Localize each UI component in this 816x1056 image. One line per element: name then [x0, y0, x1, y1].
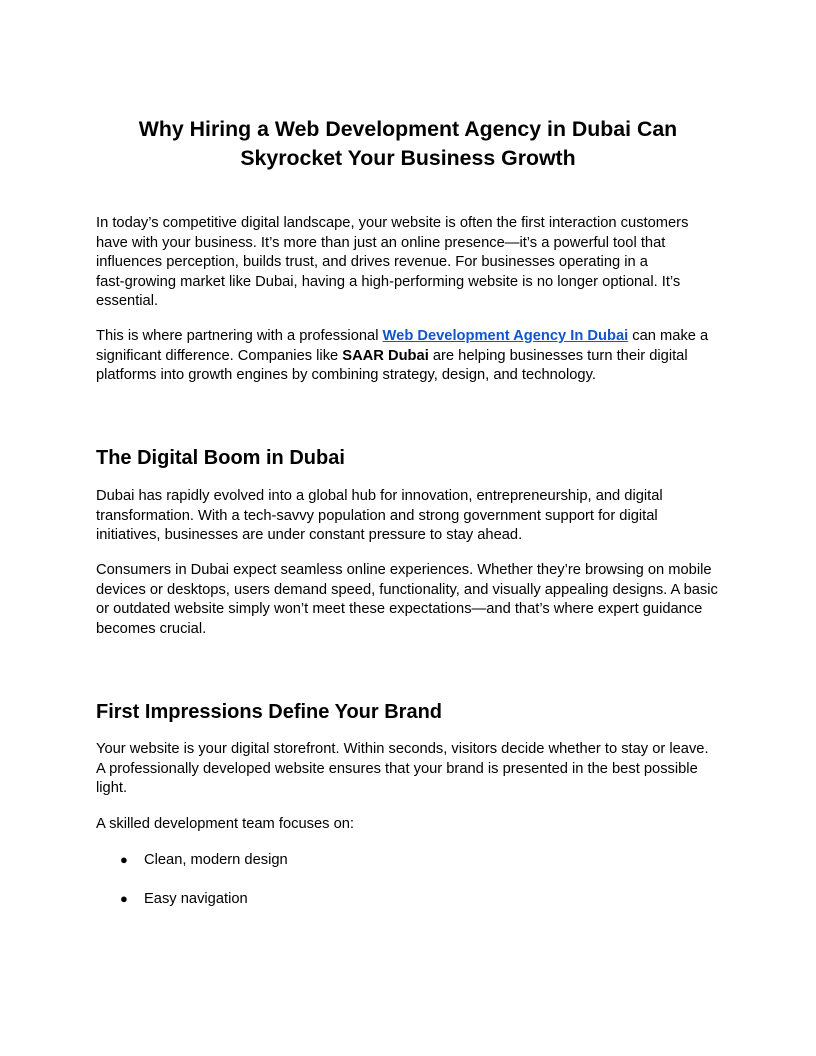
digital-boom-p1-line-1: Dubai has rapidly evolved into a global hub for innovation, entrepreneurship, and digital [96, 488, 663, 504]
digital-boom-p2-line-2: devices or desktops, users demand speed, functionality, and visually appealing designs. A basic [96, 581, 718, 598]
digital-boom-paragraph-1 [96, 487, 720, 546]
list-item [120, 850, 720, 871]
first-impressions-p1-line-2: A professionally developed website ensures that your brand is presented in the best possible [96, 760, 698, 777]
title-line-1: Why Hiring a Web Development Agency in Dubai Can [138, 117, 678, 141]
first-impressions-paragraph-1 [96, 740, 720, 799]
digital-boom-paragraph-2 [96, 561, 720, 639]
intro-p1-line-5: essential. [96, 293, 159, 309]
first-impressions-p1-line-3: light. [96, 780, 128, 796]
section-heading-digital-boom: The Digital Boom in Dubai [96, 447, 345, 469]
title-line-2: Skyrocket Your Business Growth [240, 146, 576, 170]
intro-paragraph-1 [96, 214, 720, 312]
section-heading-first-impressions: First Impressions Define Your Brand [96, 701, 443, 723]
first-impressions-p1-line-1: Your website is your digital storefront. Within seconds, visitors decide whether to stay or leave. [96, 741, 709, 757]
first-impressions-paragraph-2: A skilled development team focuses on: [96, 816, 354, 832]
intro-p2-text-before-link: This is where partnering with a professional [96, 328, 383, 344]
intro-p1-line-2: have with your business. It’s more than just an online presence—it’s a powerful tool that [96, 234, 666, 251]
digital-boom-p1-line-3: initiatives, businesses are under constant pressure to stay ahead. [96, 527, 523, 543]
document-page [96, 0, 720, 1056]
digital-boom-p2-line-1: Consumers in Dubai expect seamless online experiences. Whether they’re browsing on mobile [96, 562, 712, 578]
intro-p2-line-2-before: significant difference. Companies like [96, 347, 343, 364]
brand-name: SAAR Dubai [342, 347, 429, 364]
digital-boom-p2-line-3: or outdated website simply won’t meet these expectations—and that’s where expert guidance [96, 601, 703, 617]
intro-p2-line-3: platforms into growth engines by combining strategy, design, and technology. [96, 367, 596, 383]
intro-p1-line-3: influences perception, builds trust, and drives revenue. For businesses operating in a [96, 254, 648, 270]
bullet-icon: ● [120, 852, 128, 867]
intro-p2-text-after-link: can make a [628, 328, 709, 344]
intro-p2-line-2-after: are helping businesses turn their digital [428, 347, 688, 364]
digital-boom-p2-line-4: becomes crucial. [96, 620, 207, 637]
bullet-icon: ● [120, 891, 128, 906]
intro-p1-line-4: fast-growing market like Dubai, having a high-performing website is no longer optional. It’s [96, 273, 681, 290]
list-item-text: Easy navigation [144, 891, 248, 907]
list-item-text: Clean, modern design [144, 852, 288, 868]
intro-p1-line-1: In today’s competitive digital landscape, your website is often the first interaction customers [96, 215, 689, 231]
digital-boom-p1-line-2: transformation. With a tech-savvy population and strong government support for digital [96, 507, 658, 524]
intro-paragraph-2 [96, 327, 720, 386]
list-item [120, 889, 720, 910]
page-title [96, 115, 720, 173]
web-development-agency-link[interactable]: Web Development Agency In Dubai [382, 328, 629, 344]
